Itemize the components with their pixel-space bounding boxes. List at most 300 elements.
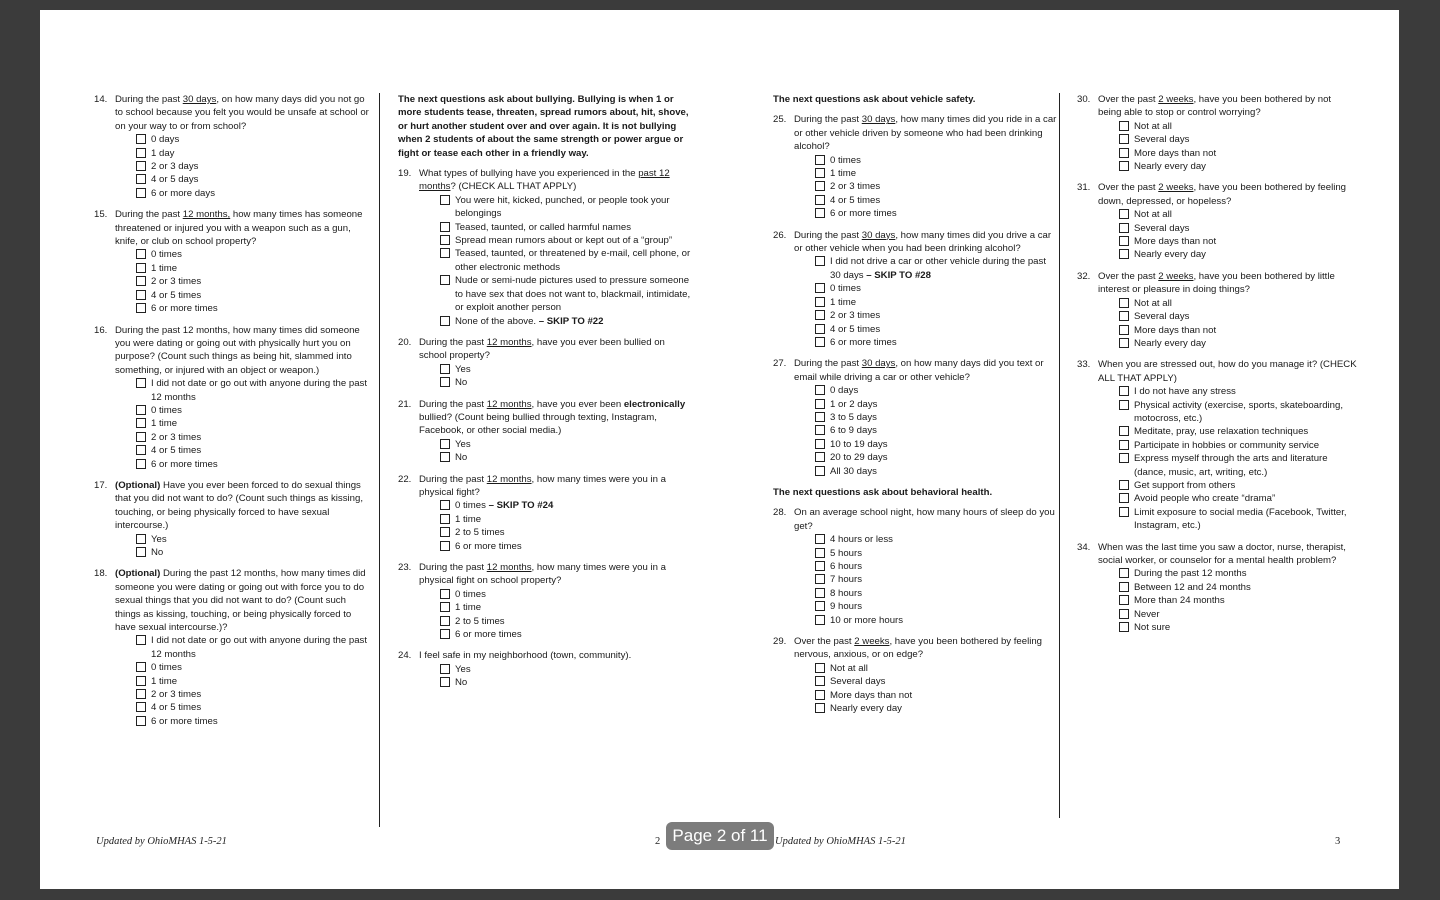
answer-option [815,398,1058,411]
answer-option [1119,567,1357,580]
answer-option [815,207,1058,220]
answer-options [440,194,693,328]
answer-options [136,133,374,200]
checkbox[interactable] [136,303,146,313]
answer-option [1119,337,1357,350]
answer-label: Between 12 and 24 months [1134,581,1251,593]
answer-option [136,431,374,444]
answer-label: 0 days [151,134,180,146]
question-number: 18. [94,568,108,580]
checkbox[interactable] [136,405,146,415]
answer-option [815,587,1058,600]
answer-option [440,451,693,464]
checkbox[interactable] [136,290,146,300]
question-30 [1077,93,1357,173]
answer-option [136,661,374,674]
answer-label: 7 hours [830,574,862,586]
checkbox[interactable] [1119,609,1129,619]
answer-label: 6 or more times [455,629,522,641]
checkbox[interactable] [136,249,146,259]
question-number: 20. [398,336,412,348]
answer-label: 2 to 5 times [455,615,505,627]
checkbox[interactable] [440,222,450,232]
checkbox[interactable] [440,439,450,449]
question-text: During the past 12 months, have you ever been electronically bullied? (Count being bullied through texting, Instagram, Facebook, or other social media.) [419,398,686,437]
checkbox[interactable] [815,168,825,178]
answer-option [440,221,693,234]
answer-option [1119,492,1357,505]
answer-label: More days than not [1134,324,1217,336]
checkbox[interactable] [136,134,146,144]
question-number: 31. [1077,182,1091,194]
page-indicator: Page 2 of 11 [666,822,774,850]
checkbox[interactable] [136,263,146,273]
checkbox[interactable] [1119,236,1129,246]
checkbox[interactable] [1119,386,1129,396]
answer-option [815,600,1058,613]
question-number: 26. [773,229,787,241]
checkbox[interactable] [1119,480,1129,490]
section-intro-bullying: The next questions ask about bullying. Bullying is when 1 or more students tease, threaten, spread rumors about, hit, shove, or hurt another student over and over again. It is not bullying when 2 students of about the same strength or power argue or fight or tease each other in a friendly way. [398,94,689,159]
answer-label: 1 or 2 days [830,398,878,410]
answer-option [136,458,374,471]
question-18 [94,567,374,728]
checkbox[interactable] [815,337,825,347]
answer-label: 10 or more hours [830,614,904,626]
answer-label: None of the above. [455,315,537,327]
checkbox[interactable] [440,677,450,687]
answer-label: Not at all [1134,297,1172,309]
answer-label: 6 or more times [830,336,897,348]
checkbox[interactable] [136,188,146,198]
checkbox[interactable] [440,195,450,205]
answer-label: Get support from others [1134,479,1236,491]
checkbox[interactable] [1119,121,1129,131]
checkbox[interactable] [1119,493,1129,503]
checkbox[interactable] [815,425,825,435]
answer-label: Express myself through the arts and literature (dance, music, art, writing, etc.) [1134,453,1328,478]
answer-label: 6 or more times [151,458,218,470]
question-text: What types of bullying have you experienced in the past 12 months? (CHECK ALL THAT APPLY) [419,168,670,193]
answer-label: 6 or more days [151,187,215,199]
answer-label: Teased, taunted, or called harmful names [455,221,631,233]
answer-option [1119,133,1357,146]
answer-label: 2 or 3 days [151,161,199,173]
answer-label: Several days [1134,134,1190,146]
checkbox[interactable] [136,547,146,557]
checkbox[interactable] [815,208,825,218]
page-number-left: 2 [655,836,661,847]
answer-label: I do not have any stress [1134,386,1236,398]
answer-option [136,634,374,661]
checkbox[interactable] [440,248,450,258]
answer-option [815,384,1058,397]
answer-options [440,438,693,465]
answer-option [1119,621,1357,634]
answer-option [1119,608,1357,621]
answer-label: Limit exposure to social media (Facebook, Twitter, Instagram, etc.) [1134,506,1347,532]
answer-label: I did not drive a car or other vehicle during the past 30 days [830,256,1046,281]
question-number: 14. [94,94,108,105]
answer-label: All 30 days [830,465,877,477]
answer-label: 0 times [151,404,182,416]
answer-label: Nearly every day [1134,161,1206,173]
checkbox[interactable] [440,664,450,674]
answer-label: 6 or more times [455,540,522,552]
checkbox[interactable] [1119,209,1129,219]
question-number: 28. [773,507,787,519]
answer-options [815,154,1058,221]
checkbox[interactable] [815,310,825,320]
answer-option [440,376,693,389]
question-number: 33. [1077,359,1091,371]
question-28 [773,506,1058,627]
question-text: During the past 12 months, how many times were you in a physical fight? [419,473,666,498]
answer-option [815,323,1058,336]
page-number-right: 3 [1335,836,1341,847]
checkbox[interactable] [440,629,450,639]
answer-option [136,701,374,714]
answer-options [136,533,374,560]
checkbox[interactable] [1119,325,1129,335]
checkbox[interactable] [440,235,450,245]
answer-option [1119,385,1357,398]
checkbox[interactable] [815,452,825,462]
answer-label: 1 time [830,168,857,180]
answer-options [815,384,1058,478]
answer-option [1119,222,1357,235]
answer-option [815,255,1058,282]
answer-option [1119,479,1357,492]
checkbox[interactable] [136,174,146,184]
checkbox[interactable] [1119,595,1129,605]
answer-label: 4 or 5 days [151,174,199,186]
question-23 [398,561,693,641]
answer-label: Not at all [830,662,868,674]
answer-option [1119,399,1357,426]
answer-option [440,513,693,526]
answer-label: Yes [455,363,471,375]
checkbox[interactable] [440,602,450,612]
checkbox[interactable] [1119,134,1129,144]
answer-option [136,417,374,430]
checkbox[interactable] [815,297,825,307]
checkbox[interactable] [1119,453,1129,463]
answer-option [1119,425,1357,438]
answer-option [136,160,374,173]
answer-label: 6 or more times [151,303,218,315]
question-number: 34. [1077,541,1091,553]
answer-option [1119,310,1357,323]
checkbox[interactable] [815,256,825,266]
question-27 [773,357,1058,478]
answer-options [136,377,374,471]
checkbox[interactable] [136,378,146,388]
footer-left: Updated by OhioMHAS 1-5-21 [96,836,227,847]
checkbox[interactable] [136,702,146,712]
checkbox[interactable] [815,283,825,293]
column-3 [773,93,1058,723]
checkbox[interactable] [136,534,146,544]
answer-option [815,309,1058,322]
answer-option [815,451,1058,464]
answer-label: 0 times [455,500,489,512]
answer-option [815,296,1058,309]
answer-label: No [455,377,468,389]
question-text: I feel safe in my neighborhood (town, community). [419,650,632,662]
column-4 [1077,93,1357,642]
checkbox[interactable] [815,385,825,395]
checkbox[interactable] [815,676,825,686]
checkbox[interactable] [440,500,450,510]
checkbox[interactable] [440,377,450,387]
checkbox[interactable] [440,514,450,524]
checkbox[interactable] [440,527,450,537]
answer-label: 20 to 29 days [830,452,888,464]
checkbox[interactable] [1119,400,1129,410]
answer-option [815,465,1058,478]
answer-option [136,147,374,160]
question-32 [1077,270,1357,350]
answer-label: More days than not [1134,147,1217,159]
answer-label: 0 times [830,283,861,295]
answer-options [815,662,1058,716]
checkbox[interactable] [136,418,146,428]
question-number: 15. [94,209,108,221]
question-number: 25. [773,114,787,126]
checkbox[interactable] [440,541,450,551]
answer-option [815,662,1058,675]
answer-options [136,248,374,315]
checkbox[interactable] [136,716,146,726]
answer-label: 1 day [151,147,175,159]
answer-option [1119,594,1357,607]
answer-label: No [455,452,468,464]
checkbox[interactable] [815,466,825,476]
answer-label: 6 or more times [151,715,218,727]
question-text: During the past 30 days, how many times did you drive a car or other vehicle when you had been drinking alcohol? [794,229,1052,255]
answer-label: 1 time [151,418,178,430]
answer-option [440,588,693,601]
question-text: (Optional) During the past 12 months, how many times did someone you were dating or going out with force you to do sexual things that you did not want to do? (Count such things as kissing, touching, or being physically forced to have sexual intercourse.)? [115,568,366,634]
checkbox[interactable] [815,663,825,673]
answer-option [136,187,374,200]
checkbox[interactable] [1119,507,1129,517]
checkbox[interactable] [1119,161,1129,171]
checkbox[interactable] [136,676,146,686]
question-text: (Optional) Have you ever been forced to do sexual things that you did not want to do? (Count such things as kissing, touching, or being physically forced to have sexual intercourse.) [115,479,363,532]
question-text: During the past 30 days, how many times did you ride in a car or other vehicle driven by someone who had been drinking alcohol? [794,114,1057,153]
answer-option [440,194,693,221]
checkbox[interactable] [440,275,450,285]
checkbox[interactable] [1119,426,1129,436]
answer-label: 4 or 5 times [830,194,881,206]
checkbox[interactable] [815,561,825,571]
answer-option [136,675,374,688]
answer-label: I did not date or go out with anyone during the past 12 months [151,378,368,403]
question-number: 16. [94,324,108,336]
question-text: During the past 12 months, have you ever been bullied on school property? [419,336,665,362]
question-text: During the past 12 months, how many times were you in a physical fight on school property? [419,562,666,587]
answer-option [136,377,374,404]
answer-option [440,234,693,247]
answer-option [815,424,1058,437]
answer-option [136,262,374,275]
answer-label: Never [1134,608,1160,620]
answer-label: Teased, taunted, or threatened by e-mail, cell phone, or other electronic methods [455,248,691,273]
answer-option [136,546,374,559]
checkbox[interactable] [815,195,825,205]
answer-options [1119,567,1357,634]
answer-option [815,675,1058,688]
answer-label: Nearly every day [1134,249,1206,261]
question-text: Over the past 2 weeks, have you been bothered by feeling nervous, anxious, or on edge? [794,636,1043,661]
checkbox[interactable] [1119,249,1129,259]
answer-label: Yes [151,533,167,545]
checkbox[interactable] [815,324,825,334]
answer-label: 0 times [151,249,182,261]
answer-label: I did not date or go out with anyone during the past 12 months [151,635,368,660]
column-1 [94,93,374,736]
question-31 [1077,181,1357,261]
answer-label: Participate in hobbies or community service [1134,439,1320,451]
answer-option [1119,324,1357,337]
answer-options [440,663,693,690]
answer-option [815,282,1058,295]
answer-label: Nude or semi-nude pictures used to pressure someone to have sex that does not want to, blackmail, intimidate, or exploit another person [455,275,691,314]
answer-option [815,411,1058,424]
checkbox[interactable] [1119,440,1129,450]
answer-label: Spread mean rumors about or kept out of a “group” [455,235,673,247]
checkbox[interactable] [1119,148,1129,158]
answer-option [136,248,374,261]
answer-option [440,540,693,553]
question-text: Over the past 2 weeks, have you been bothered by not being able to stop or control worrying? [1098,94,1332,119]
answer-label: 2 to 5 times [455,527,505,539]
checkbox[interactable] [815,439,825,449]
checkbox[interactable] [136,459,146,469]
answer-option [440,247,693,274]
checkbox[interactable] [815,690,825,700]
answer-label: 4 or 5 times [830,323,881,335]
answer-label: Yes [455,663,471,675]
answer-option [815,438,1058,451]
question-number: 27. [773,358,787,370]
answer-option [815,547,1058,560]
checkbox[interactable] [1119,582,1129,592]
answer-label: 2 or 3 times [830,310,881,322]
checkbox[interactable] [815,703,825,713]
checkbox[interactable] [136,161,146,171]
answer-options [440,363,693,390]
checkbox[interactable] [815,412,825,422]
answer-label: 5 hours [830,547,862,559]
checkbox[interactable] [1119,338,1129,348]
answer-option [1119,581,1357,594]
question-number: 30. [1077,94,1091,105]
answer-label: More days than not [830,689,913,701]
column-2 [398,93,693,698]
answer-label: Nearly every day [830,703,902,715]
answer-options [440,588,693,642]
answer-label: During the past 12 months [1134,568,1247,580]
answer-option [815,689,1058,702]
answer-option [815,180,1058,193]
answer-label: Physical activity (exercise, sports, skateboarding, motocross, etc.) [1134,399,1344,424]
answer-option [136,173,374,186]
checkbox[interactable] [815,548,825,558]
answer-label: Not at all [1134,209,1172,221]
checkbox[interactable] [136,635,146,645]
answer-label: Avoid people who create “drama” [1134,493,1276,505]
checkbox[interactable] [136,662,146,672]
checkbox[interactable] [815,615,825,625]
answer-label: 0 times [455,588,486,600]
checkbox[interactable] [815,574,825,584]
answer-option [136,444,374,457]
checkbox[interactable] [440,616,450,626]
checkbox[interactable] [815,181,825,191]
checkbox[interactable] [815,588,825,598]
answer-option [440,499,693,512]
checkbox[interactable] [1119,311,1129,321]
answer-options [136,634,374,728]
checkbox[interactable] [440,316,450,326]
checkbox[interactable] [815,601,825,611]
question-text: During the past 30 days, on how many days did you text or email while driving a car or other vehicle? [794,358,1044,383]
answer-option [136,688,374,701]
checkbox[interactable] [815,399,825,409]
checkbox[interactable] [136,432,146,442]
answer-option [440,601,693,614]
checkbox[interactable] [440,364,450,374]
checkbox[interactable] [1119,298,1129,308]
checkbox[interactable] [136,689,146,699]
question-34 [1077,541,1357,635]
checkbox[interactable] [1119,622,1129,632]
checkbox[interactable] [136,148,146,158]
checkbox[interactable] [440,589,450,599]
answer-option [815,614,1058,627]
question-number: 19. [398,168,412,180]
question-20 [398,336,693,390]
checkbox[interactable] [1119,568,1129,578]
checkbox[interactable] [815,155,825,165]
answer-label: 1 time [151,675,178,687]
checkbox[interactable] [815,534,825,544]
question-15 [94,208,374,315]
answer-label: 0 days [830,385,859,397]
question-text: During the past 12 months, how many times has someone threatened or injured you with a weapon such as a gun, knife, or club on school property? [115,209,363,248]
answer-option [136,404,374,417]
question-number: 17. [94,479,108,491]
answer-option [440,438,693,451]
question-25 [773,113,1058,220]
answer-options [815,533,1058,627]
checkbox[interactable] [136,445,146,455]
answer-options [815,255,1058,349]
checkbox[interactable] [136,276,146,286]
answer-option [136,275,374,288]
skip-instruction: – SKIP TO #28 [863,269,931,281]
answer-label: No [455,677,468,689]
section-intro-vehicle: The next questions ask about vehicle safety. [773,94,976,105]
answer-label: 2 or 3 times [151,276,202,288]
checkbox[interactable] [1119,223,1129,233]
question-19 [398,167,693,328]
question-24 [398,649,693,689]
checkbox[interactable] [440,452,450,462]
